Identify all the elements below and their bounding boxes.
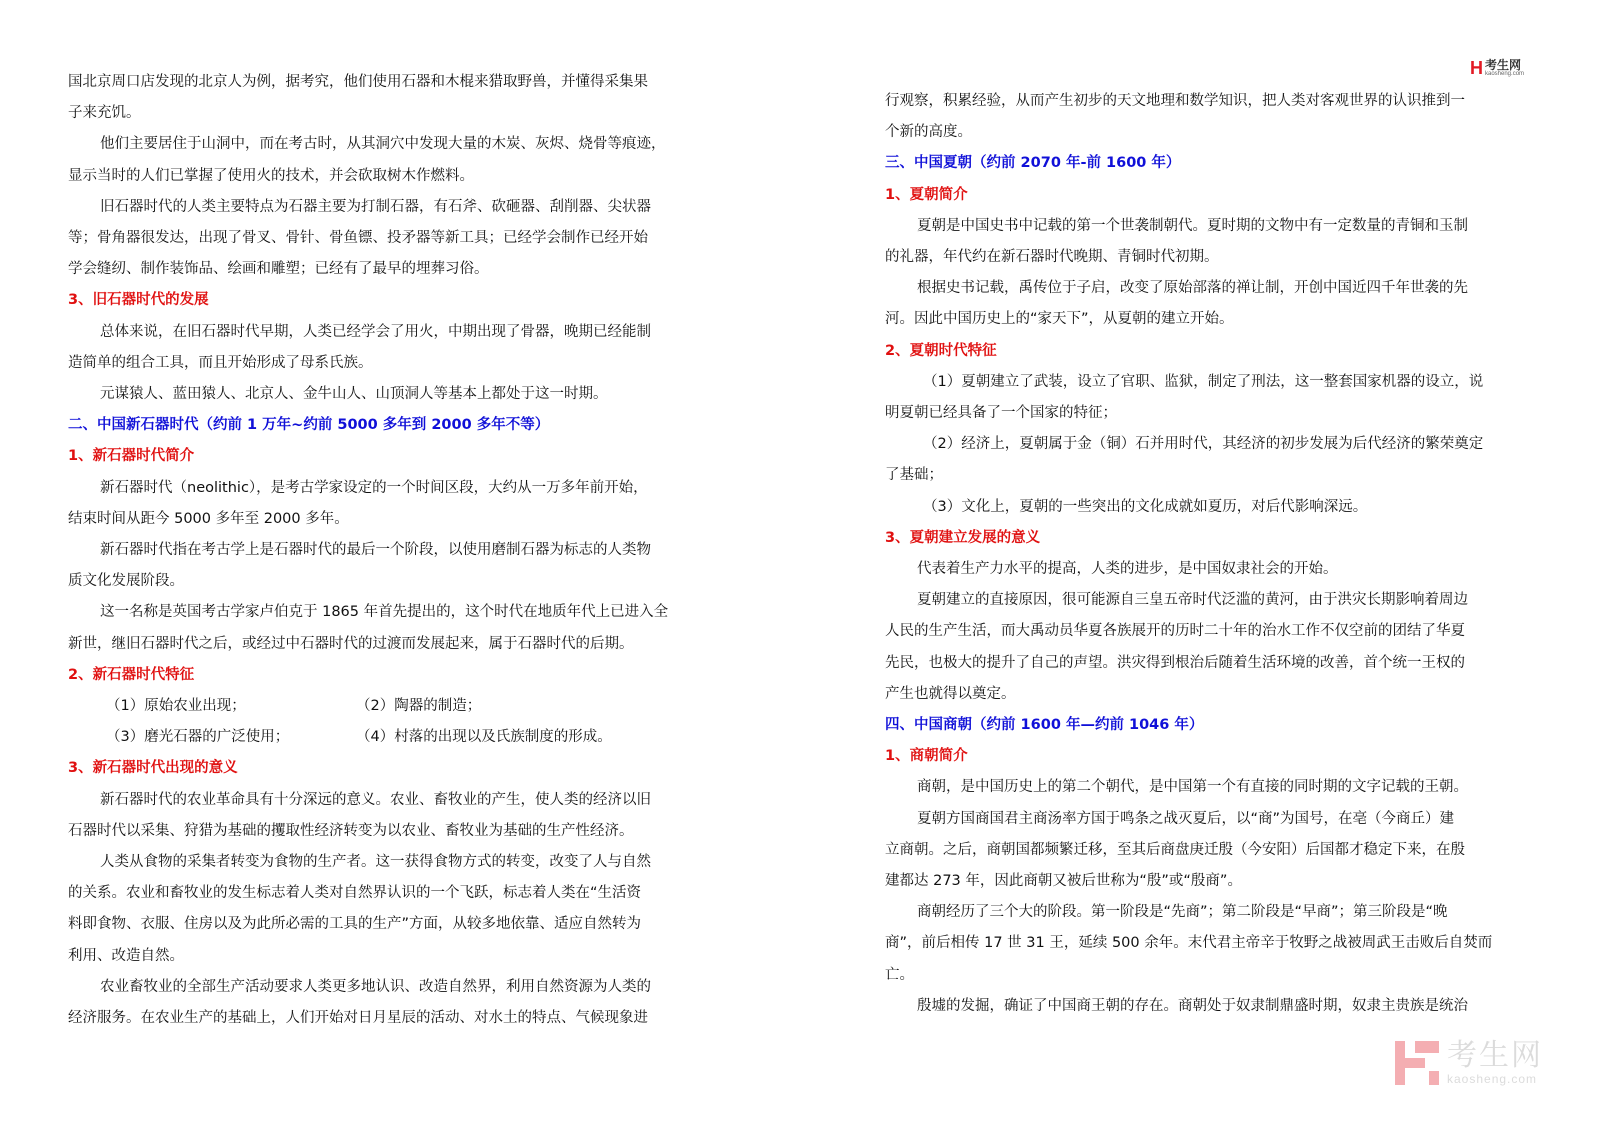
body-text: 他们主要居住于山洞中，而在考古时，从其洞穴中发现大量的木炭、灰烬、烧骨等痕迹， <box>100 136 666 152</box>
section-subheading: 3、新石器时代出现的意义 <box>68 760 238 776</box>
list-item: （3）文化上，夏朝的一些突出的文化成就如夏历，对后代影响深远。 <box>923 499 1368 515</box>
kaosheng-logo <box>1470 56 1524 80</box>
list-item: （2）经济上，夏朝属于金（铜）石并用时代，其经济的初步发展为后代经济的繁荣奠定 <box>923 436 1484 452</box>
list-item: （2）陶器的制造； <box>356 698 482 714</box>
body-text: 新石器时代的农业革命具有十分深远的意义。农业、畜牧业的产生，使人类的经济以旧 <box>100 792 651 808</box>
section-subheading: 1、商朝简介 <box>885 748 968 764</box>
body-text: 新石器时代指在考古学上是石器时代的最后一个阶段，以使用磨制石器为标志的人类物 <box>100 542 651 558</box>
body-text: 这一名称是英国考古学家卢伯克于 1865 年首先提出的，这个时代在地质年代上已进入全 <box>100 604 669 620</box>
section-heading: 二、中国新石器时代（约前 1 万年~约前 5000 多年到 2000 多年不等） <box>68 417 550 433</box>
body-text: 人民的生产生活，而大禹动员华夏各族展开的历时二十年的治水工作不仅空前的团结了华夏 <box>885 623 1465 639</box>
body-text: 夏朝建立的直接原因，很可能源自三皇五帝时代泛滥的黄河，由于洪灾长期影响着周边 <box>917 592 1468 608</box>
body-text: 学会缝纫、制作装饰品、绘画和雕塑；已经有了最早的埋葬习俗。 <box>68 261 489 277</box>
section-heading: 三、中国夏朝（约前 2070 年-前 1600 年） <box>885 155 1181 171</box>
watermark-name: 考生网 <box>1447 1038 1543 1073</box>
list-item: （1）原始农业出现； <box>106 698 246 714</box>
list-item: （3）磨光石器的广泛使用； <box>106 729 290 745</box>
section-subheading: 3、旧石器时代的发展 <box>68 292 209 308</box>
body-text: 建都达 273 年，因此商朝又被后世称为“殷”或“殷商”。 <box>885 873 1242 889</box>
body-text: 商”，前后相传 17 世 31 王，延续 500 余年。末代君主帝辛于牧野之战被周武王击败后自焚而 <box>885 935 1493 951</box>
body-text: 明夏朝已经具备了一个国家的特征； <box>885 405 1117 421</box>
body-text: 了基础； <box>885 467 943 483</box>
section-subheading: 3、夏朝建立发展的意义 <box>885 530 1041 546</box>
body-text: 利用、改造自然。 <box>68 948 184 964</box>
body-text: 商朝，是中国历史上的第二个朝代，是中国第一个有直接的同时期的文字记载的王朝。 <box>917 779 1468 795</box>
body-text: 结束时间从距今 5000 多年至 2000 多年。 <box>68 511 349 527</box>
kaosheng-logo-icon: H <box>1470 57 1483 78</box>
section-subheading: 1、夏朝简介 <box>885 187 968 203</box>
body-text: 代表着生产力水平的提高，人类的进步，是中国奴隶社会的开始。 <box>917 561 1338 577</box>
body-text: 经济服务。在农业生产的基础上，人们开始对日月星辰的活动、对水土的特点、气候现象进 <box>68 1010 648 1026</box>
body-text: 根据史书记载，禹传位于子启，改变了原始部落的禅让制，开创中国近四千年世袭的先 <box>917 280 1468 296</box>
body-text: 农业畜牧业的全部生产活动要求人类更多地认识、改造自然界，利用自然资源为人类的 <box>100 979 651 995</box>
logo-domain: kaosheng.com <box>1485 70 1525 77</box>
kaosheng-watermark-icon <box>1395 1041 1439 1085</box>
body-text: 质文化发展阶段。 <box>68 573 184 589</box>
body-text: 产生也就得以奠定。 <box>885 686 1016 702</box>
body-text: 行观察，积累经验，从而产生初步的天文地理和数学知识，把人类对客观世界的认识推到一 <box>885 93 1465 109</box>
body-text: 料即食物、衣服、住房以及为此所必需的工具的生产”方面，从较多地依靠、适应自然转为 <box>68 916 642 932</box>
body-text: 个新的高度。 <box>885 124 972 140</box>
body-text: 新石器时代（neolithic），是考古学家设定的一个时间区段，大约从一万多年前开始， <box>100 480 648 496</box>
list-item: （4）村落的出现以及氏族制度的形成。 <box>356 729 612 745</box>
body-text: 石器时代以采集、狩猎为基础的攫取性经济转变为以农业、畜牧业为基础的生产性经济。 <box>68 823 634 839</box>
body-text: 立商朝。之后，商朝国都频繁迁移，至其后商盘庚迁殷（今安阳）后国都才稳定下来，在殷 <box>885 842 1465 858</box>
logo-name: 考生网 <box>1485 57 1522 72</box>
kaosheng-watermark <box>1395 1040 1543 1086</box>
body-text: 等；骨角器很发达，出现了骨叉、骨针、骨鱼镖、投矛器等新工具；已经学会制作已经开始 <box>68 230 648 246</box>
body-text: 夏朝方国商国君主商汤率方国于鸣条之战灭夏后，以“商”为国号，在亳（今商丘）建 <box>917 811 1455 827</box>
section-subheading: 2、新石器时代特征 <box>68 667 195 683</box>
body-text: 国北京周口店发现的北京人为例，据考究，他们使用石器和木棍来猎取野兽，并懂得采集果 <box>68 74 648 90</box>
body-text: 旧石器时代的人类主要特点为石器主要为打制石器，有石斧、砍砸器、刮削器、尖状器 <box>100 199 651 215</box>
body-text: 先民，也极大的提升了自己的声望。洪灾得到根治后随着生活环境的改善，首个统一王权的 <box>885 655 1465 671</box>
body-text: 的礼器，年代约在新石器时代晚期、青铜时代初期。 <box>885 249 1219 265</box>
body-text: 造简单的组合工具，而且开始形成了母系氏族。 <box>68 355 373 371</box>
body-text: 人类从食物的采集者转变为食物的生产者。这一获得食物方式的转变，改变了人与自然 <box>100 854 651 870</box>
body-text: 亡。 <box>885 967 914 983</box>
body-text: 子来充饥。 <box>68 105 141 121</box>
list-item: （1）夏朝建立了武装，设立了官职、监狱，制定了刑法，这一整套国家机器的设立，说 <box>923 374 1484 390</box>
section-heading: 四、中国商朝（约前 1600 年—约前 1046 年） <box>885 717 1204 733</box>
body-text: 总体来说，在旧石器时代早期，人类已经学会了用火，中期出现了骨器，晚期已经能制 <box>100 324 651 340</box>
body-text: 新世，继旧石器时代之后，或经过中石器时代的过渡而发展起来，属于石器时代的后期。 <box>68 636 634 652</box>
body-text: 夏朝是中国史书中记载的第一个世袭制朝代。夏时期的文物中有一定数量的青铜和玉制 <box>917 218 1468 234</box>
body-text: 元谋猿人、蓝田猿人、北京人、金牛山人、山顶洞人等基本上都处于这一时期。 <box>100 386 608 402</box>
body-text: 的关系。农业和畜牧业的发生标志着人类对自然界认识的一个飞跃，标志着人类在“生活资 <box>68 885 642 901</box>
body-text: 殷墟的发掘，确证了中国商王朝的存在。商朝处于奴隶制鼎盛时期，奴隶主贵族是统治 <box>917 998 1468 1014</box>
section-subheading: 2、夏朝时代特征 <box>885 343 997 359</box>
section-subheading: 1、新石器时代简介 <box>68 448 195 464</box>
body-text: 河。因此中国历史上的“家天下”，从夏朝的建立开始。 <box>885 311 1234 327</box>
watermark-domain: kaosheng.com <box>1447 1072 1538 1086</box>
body-text: 商朝经历了三个大的阶段。第一阶段是“先商”；第二阶段是“早商”；第三阶段是“晚 <box>917 904 1448 920</box>
body-text: 显示当时的人们已掌握了使用火的技术，并会砍取树木作燃料。 <box>68 168 474 184</box>
